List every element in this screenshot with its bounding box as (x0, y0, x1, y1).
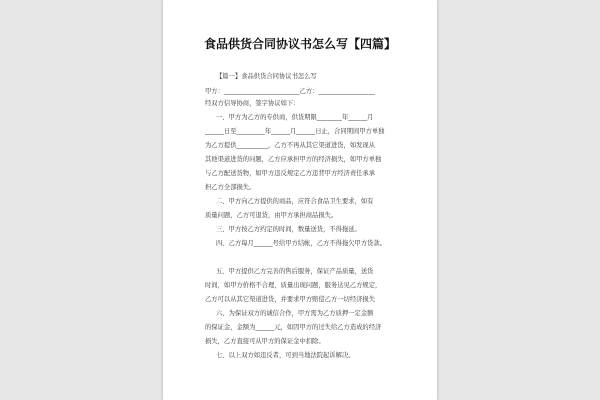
paragraph-line: 与乙方配送货物，如甲方违反规定乙方违背甲方经济责任承承 (205, 170, 376, 177)
document-title: 食品供货合同协议书怎么写【四篇】 (203, 37, 396, 51)
paragraph-line: 七、以上双方如违反者，可到当地法院起诉解决。 (216, 352, 355, 359)
document-page (163, 0, 437, 400)
paragraph-line: 损失，乙方直接可从甲方的保证金中扣除。 (205, 338, 325, 345)
paragraph-line: 担乙方全部损失。 (205, 184, 256, 191)
paragraph-line: 经双方信导协商，签字协议如下： (205, 100, 300, 107)
paragraph-line: 三、甲方按乙方约定的时间，数量送货，不得拖延。 (216, 226, 361, 233)
paragraph-line: 六、为保证双方的诚信合作，甲方需为乙方质押一定金额 (216, 310, 374, 317)
paragraph-line: 乙方可以从其它渠道进货，并要求甲方赔偿乙方一切经济损失 (205, 296, 376, 303)
paragraph-line: 其他渠道进货的问题，乙方应承担甲方的经济损失，如甲方单独 (205, 156, 382, 163)
paragraph-line: 一、甲方为乙方的专供商，供货期限________年______月 (216, 114, 374, 121)
paragraph-line: 为乙方提供__________，乙方不再从其它渠道进货，如发现从 (205, 142, 376, 149)
paragraph-line: 时间，如甲方价格不合理，质量出现问题，服务达见乙方规定， (205, 282, 382, 289)
paragraph-line: 二、甲方向乙方提供的商品，应符合食品卫生要求，如有 (216, 198, 374, 205)
paragraph-line: 质量问题，乙方可退货，由甲方承担商品损失。 (205, 212, 338, 219)
paragraph-line: 四、乙方每月______号给甲方结帐，乙方不得拖欠甲方货款。 (216, 240, 387, 247)
paragraph-line: 五、甲方提供乙方完善的售后服务，保证产品质量，送货 (216, 268, 374, 275)
paragraph-line: ______日至_________年______月______日止，合同期间甲方单独 (205, 128, 385, 135)
paragraph-line: 的保证金，金额为______元，如因甲方的过失给乙方造成的经济 (205, 324, 382, 331)
section-heading: 【篇一】食品供货合同协议书怎么写 (216, 73, 317, 80)
party-line: 甲方：________________________乙方：__________________ (205, 88, 376, 95)
